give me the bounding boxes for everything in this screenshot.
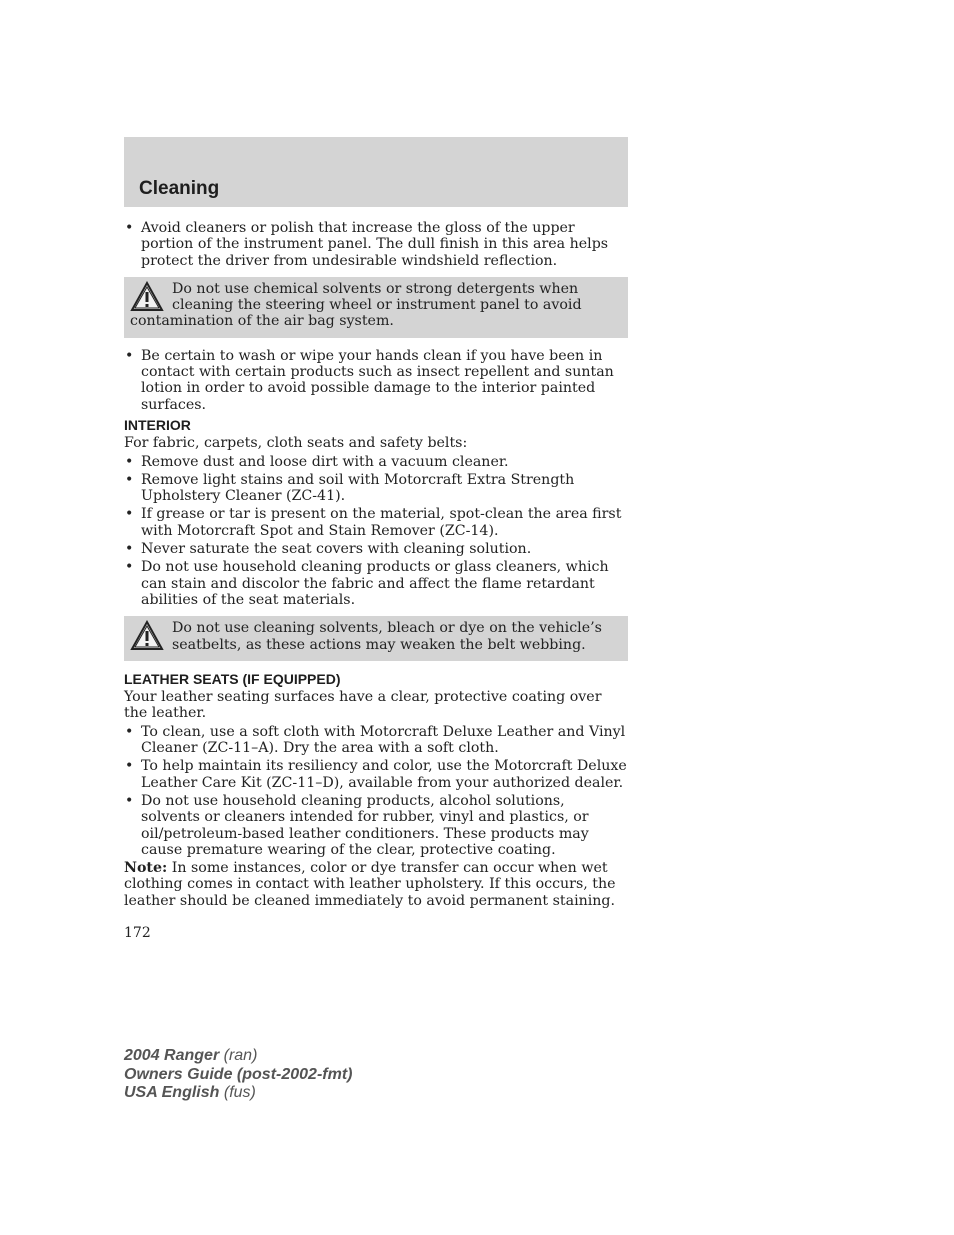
list-item: • If grease or tar is present on the material, spot-clean the area first with Motorcraft Spot and Stain Remover (ZC-14).: [125, 506, 622, 539]
list-item: • Do not use household cleaning products, alcohol solutions, solvents or cleaners intended for rubber, vinyl and plastics, or oil/petroleum-based leather conditioners. These products may cause premature wearing of the clear, protective coating.: [125, 792, 589, 858]
section-title: Cleaning: [139, 178, 220, 199]
list-item: • Avoid cleaners or polish that increase the gloss of the upper portion of the instrument panel. The dull finish in this area helps protect the driver from undesirable windshield reflection.: [125, 220, 609, 269]
bullet-icon: •: [125, 220, 134, 236]
bullet-icon: •: [125, 541, 134, 558]
section-header-bar: [124, 137, 628, 207]
bullet-icon: •: [125, 758, 134, 775]
page-number: 172: [124, 925, 151, 941]
list-item: • Do not use household cleaning products or glass cleaners, which can stain and discolor the fabric and affect the flame retardant abilities of the seat materials.: [125, 559, 609, 608]
list-item: • Remove light stains and soil with Motorcraft Extra Strength Upholstery Cleaner (ZC-41).: [125, 471, 575, 505]
footer-line-1: 2004 Ranger (ran): [124, 1047, 258, 1064]
bullet-icon: •: [125, 453, 134, 470]
list-item: • To help maintain its resiliency and color, use the Motorcraft Deluxe Leather Care Kit (ZC-11–D), available from your authorized dealer.: [125, 758, 627, 791]
leather-intro: Your leather seating surfaces have a clear, protective coating over the leather.: [124, 689, 602, 722]
warning-triangle-icon: [130, 281, 164, 313]
bullet-icon: •: [125, 471, 134, 488]
warning-text: Do not use chemical solvents or strong detergents when cleaning the steering wheel or instrument panel to avoid contamination of the air bag system.: [130, 280, 582, 330]
list-item: • Remove dust and loose dirt with a vacuum cleaner.: [125, 453, 509, 470]
warning-text: Do not use cleaning solvents, bleach or dye on the vehicle’s seatbelts, as these actions may weaken the belt webbing.: [172, 620, 602, 653]
note-label: Note:: [124, 860, 168, 877]
footer-line-3: USA English (fus): [124, 1084, 256, 1101]
list-item: • To clean, use a soft cloth with Motorcraft Deluxe Leather and Vinyl Cleaner (ZC-11–A). Dry the area with a soft cloth.: [125, 723, 626, 757]
bullet-icon: •: [125, 792, 134, 809]
warning-triangle-icon: [130, 620, 164, 652]
leather-heading: LEATHER SEATS (IF EQUIPPED): [124, 670, 341, 687]
list-item: • Never saturate the seat covers with cleaning solution.: [125, 541, 532, 558]
list-item: • Be certain to wash or wipe your hands clean if you have been in contact with certain products such as insect repellent and suntan lotion in order to avoid possible damage to the interior painted surfaces.: [125, 347, 614, 413]
document-footer: [124, 1047, 352, 1103]
page-content: [124, 220, 628, 911]
warning-box: [124, 277, 628, 338]
bullet-icon: •: [125, 506, 134, 523]
bullet-icon: •: [125, 723, 134, 740]
note-paragraph: [124, 860, 628, 909]
footer-line-2: Owners Guide (post-2002-fmt): [124, 1065, 353, 1083]
interior-heading: INTERIOR: [124, 416, 191, 433]
warning-box: [124, 616, 628, 661]
interior-intro: For fabric, carpets, cloth seats and safety belts:: [124, 435, 468, 452]
note-text: In some instances, color or dye transfer can occur when wet clothing comes in contact with leather upholstery. If this occurs, the leather should be cleaned immediately to avoid permanent staining.: [124, 860, 616, 909]
bullet-icon: •: [125, 559, 134, 576]
bullet-icon: •: [125, 347, 134, 364]
